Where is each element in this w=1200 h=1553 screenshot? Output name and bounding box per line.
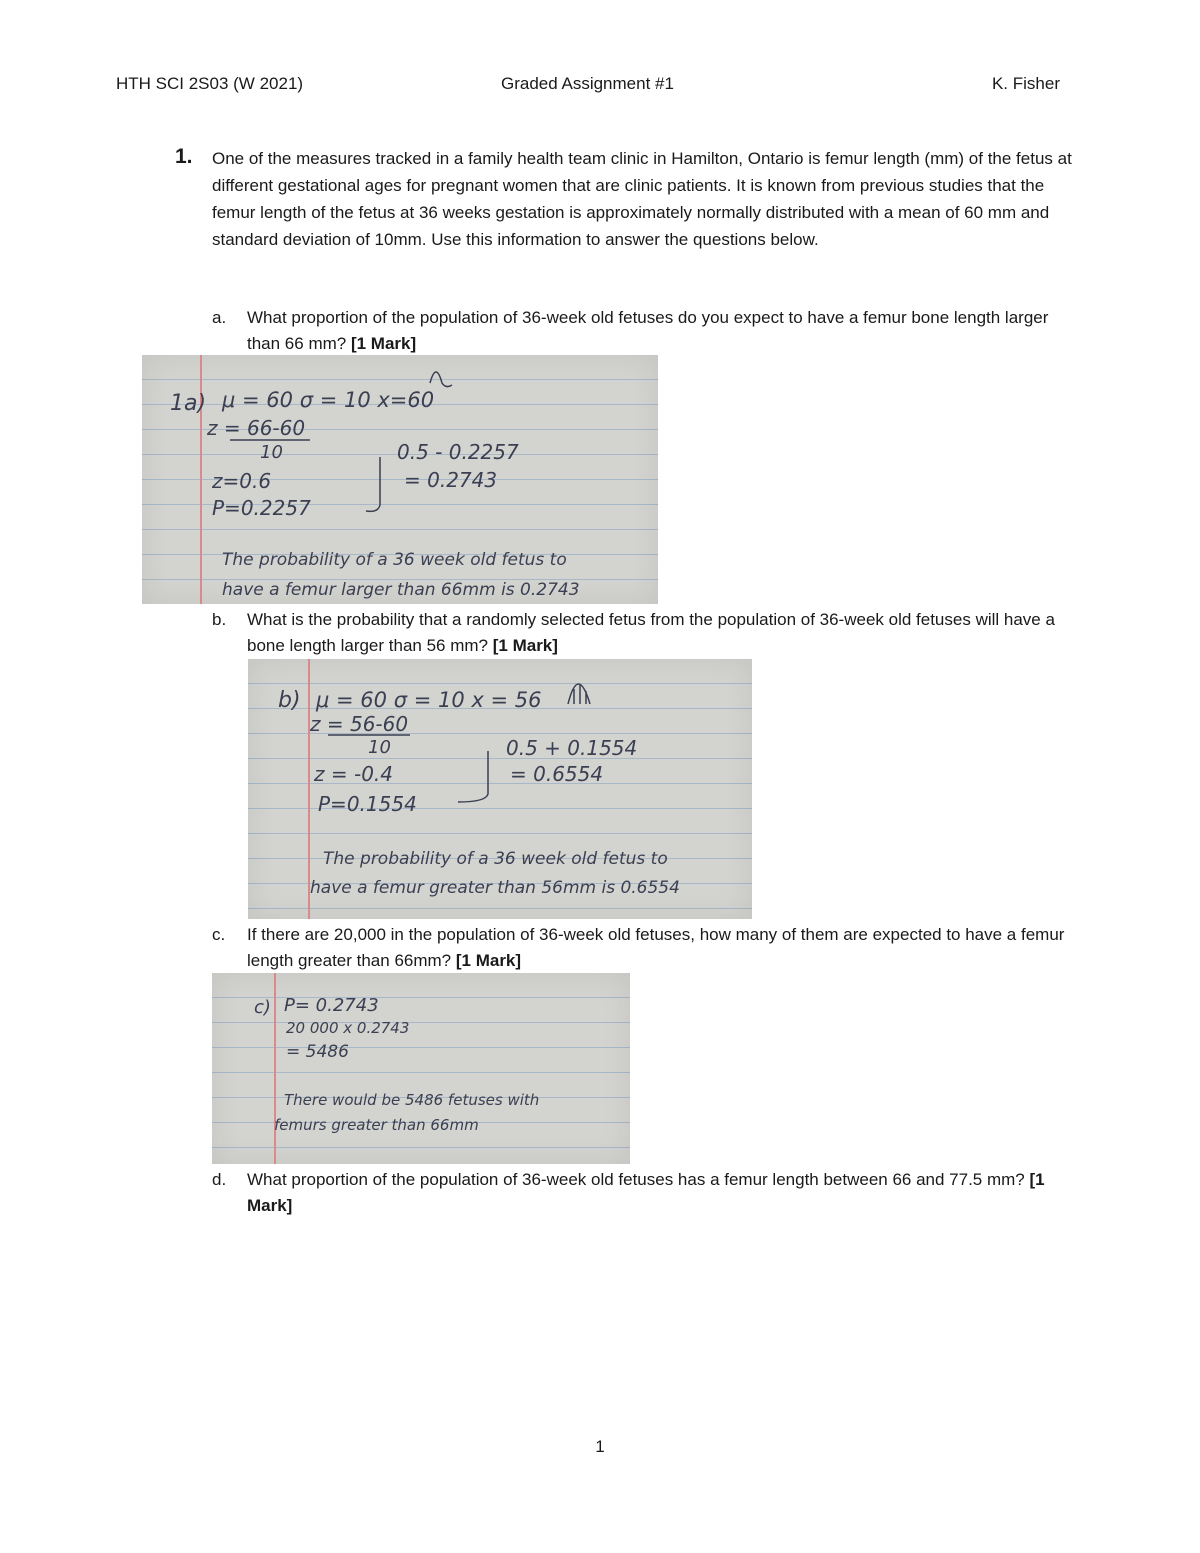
part-a-mark: [1 Mark]	[350, 334, 417, 353]
hw-c-line1: P= 0.2743	[284, 995, 379, 1016]
hw-c-conclusion2: femurs greater than 66mm	[274, 1116, 479, 1134]
handwritten-work-b	[248, 659, 752, 919]
hw-a-params: μ = 60 σ = 10 x=60	[222, 388, 435, 412]
hw-b-bracket	[458, 751, 488, 802]
hw-b-calc2: = 0.6554	[510, 762, 604, 786]
handwritten-work-c	[212, 973, 630, 1164]
part-c-text: If there are 20,000 in the population of 36-week old fetuses, how many of them are expected to have a femur length greater than 66mm?	[247, 925, 1065, 970]
page-number: 1	[595, 1437, 605, 1456]
normal-curve-sketch-a	[430, 372, 452, 387]
part-b-letter: b.	[212, 610, 227, 629]
part-c-letter: c.	[212, 925, 226, 944]
part-d-mark: [1 Mark]	[247, 1170, 1045, 1215]
hw-b-p-value: P=0.1554	[318, 792, 417, 816]
hw-b-conclusion2: have a femur greater than 56mm is 0.6554	[310, 878, 680, 898]
question-text	[212, 145, 1082, 253]
hw-c-conclusion1: There would be 5486 fetuses with	[284, 1091, 540, 1109]
hw-c-line2: 20 000 x 0.2743	[286, 1019, 410, 1037]
part-d	[212, 1167, 1082, 1219]
part-b	[212, 607, 1082, 659]
hw-c-line3: = 5486	[286, 1042, 349, 1062]
hw-a-calc2: = 0.2743	[404, 468, 498, 492]
part-d-prompt	[247, 1167, 1082, 1219]
document-title: Graded Assignment #1	[501, 74, 674, 93]
hw-b-z-value: z = -0.4	[314, 762, 393, 786]
question-number: 1.	[175, 145, 193, 168]
part-c-prompt	[247, 922, 1082, 974]
question-body: One of the measures tracked in a family health team clinic in Hamilton, Ontario is femur length (mm) of the fetus at different gestational ages for pregnant women that are clinic patients. It is known from previous studies that the femur length of the fetus at 36 weeks gestation is approximately normally distributed with a mean of 60 mm and standard deviation of 10mm. Use this information to answer the questions below.	[212, 149, 1072, 249]
part-b-text: What is the probability that a randomly selected fetus from the population of 36-week old fetuses will have a bone length larger than 56 mm?	[247, 610, 1055, 655]
hw-b-label: b)	[278, 688, 301, 713]
handwritten-answer-a	[142, 355, 658, 604]
part-a-prompt	[247, 305, 1082, 357]
normal-curve-sketch-b	[568, 684, 590, 704]
part-c	[212, 922, 1082, 974]
part-a-text: What proportion of the population of 36-week old fetuses do you expect to have a femur bone length larger than 66 mm?	[247, 308, 1049, 353]
hw-a-bracket	[366, 457, 380, 511]
part-c-mark: [1 Mark]	[455, 951, 522, 970]
hw-a-z-top: z = 66-60	[207, 416, 306, 440]
hw-b-params: μ = 60 σ = 10 x = 56	[316, 688, 542, 712]
part-a	[212, 305, 1082, 357]
hw-b-conclusion1: The probability of a 36 week old fetus to	[323, 849, 668, 869]
part-b-prompt	[247, 607, 1082, 659]
part-d-text: What proportion of the population of 36-week old fetuses has a femur length between 66 and 77.5 mm?	[247, 1170, 1025, 1189]
author-name: K. Fisher	[991, 74, 1060, 93]
hw-a-conclusion1: The probability of a 36 week old fetus to	[222, 550, 567, 570]
course-code: HTH SCI 2S03 (W 2021)	[116, 74, 304, 93]
handwritten-work-a	[142, 355, 658, 604]
part-d-letter: d.	[212, 1170, 227, 1189]
handwritten-answer-b	[248, 659, 752, 919]
hw-a-z-value: z=0.6	[212, 469, 272, 493]
hw-b-calc1: 0.5 + 0.1554	[506, 736, 638, 760]
hw-c-label: c)	[254, 997, 271, 1018]
hw-b-z-bottom: 10	[368, 737, 391, 758]
hw-a-label: 1a)	[170, 391, 207, 416]
hw-a-conclusion2: have a femur larger than 66mm is 0.2743	[222, 580, 580, 600]
hw-a-z-bottom: 10	[260, 442, 283, 463]
hw-a-p-value: P=0.2257	[212, 496, 311, 520]
page-header	[116, 74, 1060, 98]
part-b-mark: [1 Mark]	[492, 636, 558, 655]
handwritten-answer-c	[212, 973, 630, 1164]
hw-a-calc1: 0.5 - 0.2257	[397, 440, 519, 464]
part-a-letter: a.	[212, 308, 227, 327]
hw-b-z-top: z = 56-60	[310, 712, 409, 736]
